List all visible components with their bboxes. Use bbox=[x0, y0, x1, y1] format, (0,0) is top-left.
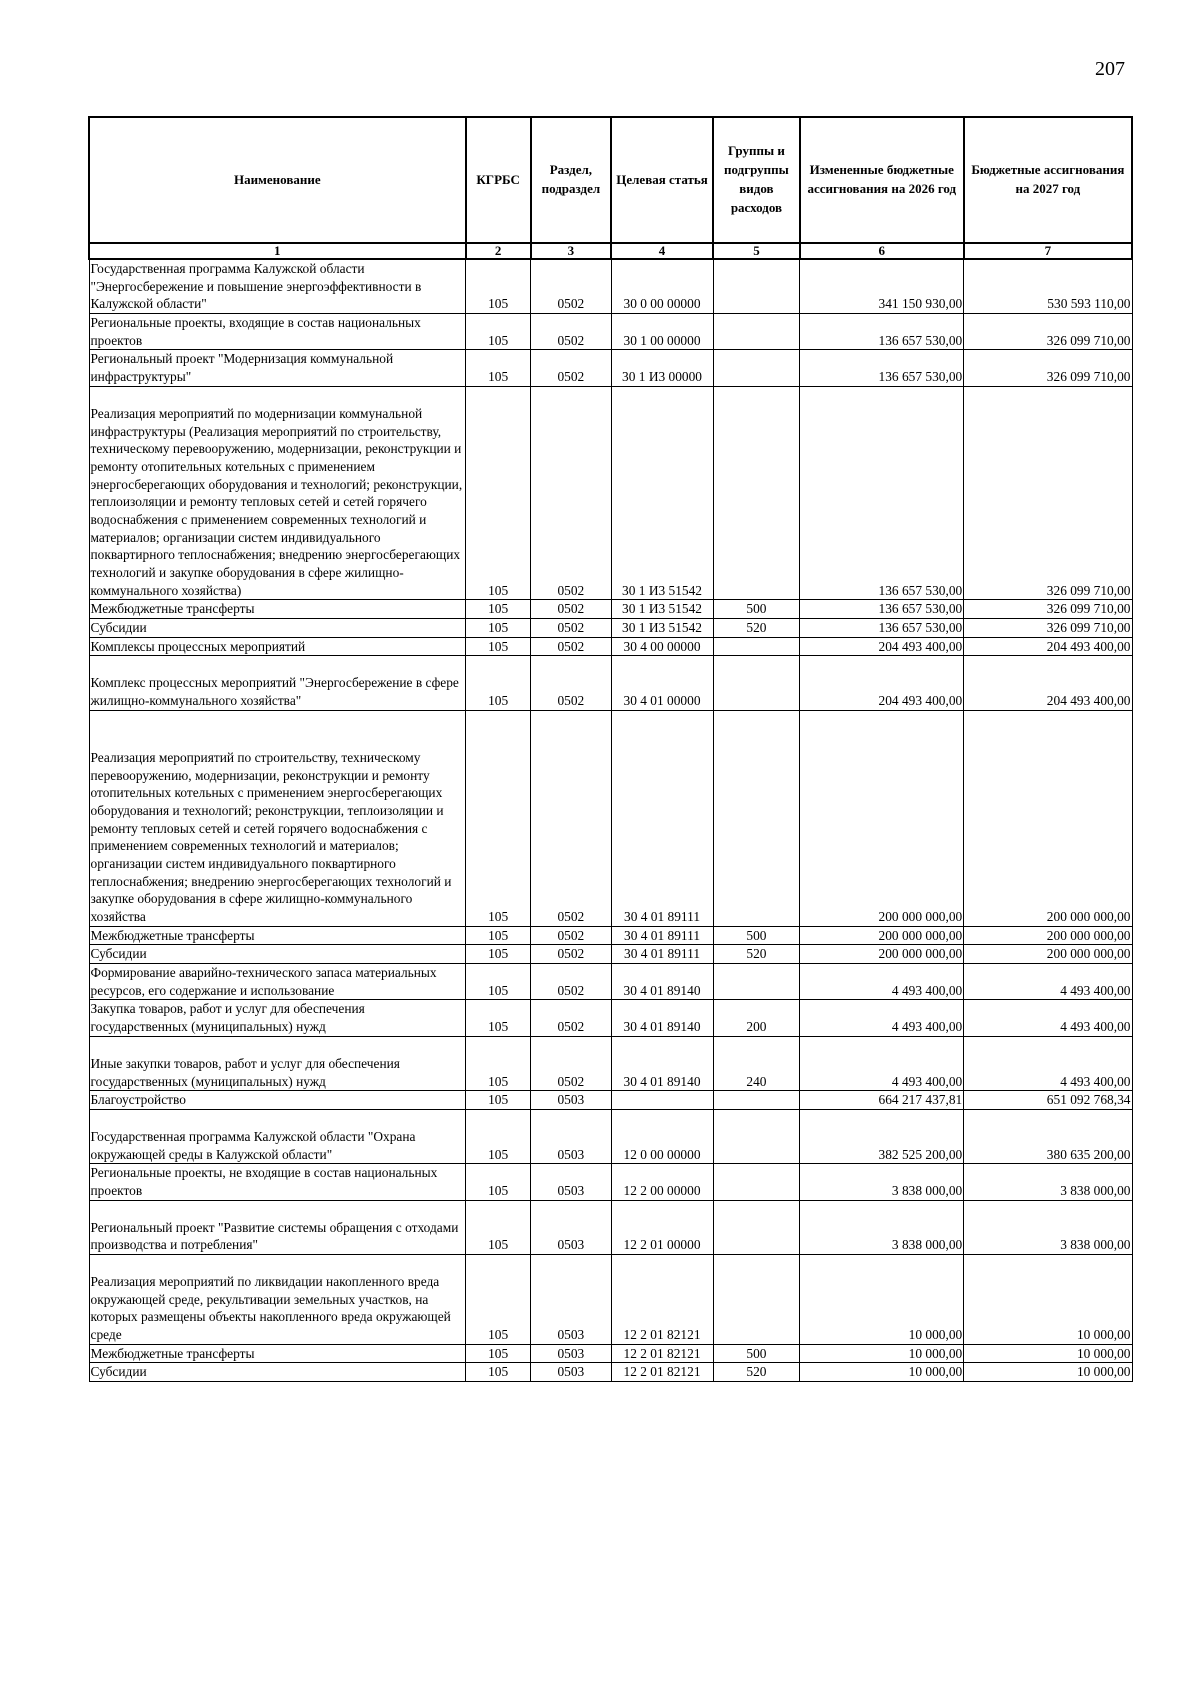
row-name: Комплексы процессных мероприятий bbox=[89, 637, 466, 656]
row-article: 12 2 01 00000 bbox=[611, 1200, 713, 1254]
column-number: 4 bbox=[611, 243, 713, 259]
row-name: Формирование аварийно-технического запаса материальных ресурсов, его содержание и использование bbox=[89, 964, 466, 1000]
page-number: 207 bbox=[1095, 58, 1125, 80]
header-amount-2026: Измененные бюджетные ассигнования на 2026 год bbox=[800, 117, 964, 243]
row-article: 12 2 01 82121 bbox=[611, 1344, 713, 1363]
table-row bbox=[89, 619, 1132, 638]
row-amount-2027: 200 000 000,00 bbox=[964, 945, 1132, 964]
row-article: 30 4 00 00000 bbox=[611, 637, 713, 656]
row-amount-2027: 204 493 400,00 bbox=[964, 656, 1132, 710]
row-kgrbs: 105 bbox=[466, 1255, 531, 1345]
row-group: 520 bbox=[713, 1363, 800, 1382]
table-row bbox=[89, 1109, 1132, 1163]
row-article: 30 4 01 89140 bbox=[611, 964, 713, 1000]
row-name: Комплекс процессных мероприятий "Энергосбережение в сфере жилищно-коммунального хозяйства" bbox=[89, 656, 466, 710]
table-row bbox=[89, 350, 1132, 386]
row-name: Реализация мероприятий по строительству, техническому перевооружению, модернизации, реконструкции и ремонту отопительных котельных с применением энергосберегающих оборудования и технологий; реконструкции, теплоизоляции и ремонту тепловых сетей и сетей горячего водоснабжения с применением современных технологий и материалов; организации систем индивидуального поквартирного теплоснабжения; внедрению энергосберегающих технологий и закупке оборудования в сфере жилищно-коммунального хозяйства bbox=[89, 710, 466, 926]
row-section: 0502 bbox=[531, 926, 611, 945]
row-group bbox=[713, 1091, 800, 1110]
header-kgrbs: КГРБС bbox=[466, 117, 531, 243]
row-kgrbs: 105 bbox=[466, 386, 531, 600]
table-row bbox=[89, 1363, 1132, 1382]
row-amount-2026: 136 657 530,00 bbox=[800, 600, 964, 619]
row-section: 0502 bbox=[531, 350, 611, 386]
budget-table bbox=[88, 116, 1133, 1382]
row-section: 0502 bbox=[531, 656, 611, 710]
header-row bbox=[89, 117, 1132, 243]
table-row bbox=[89, 1200, 1132, 1254]
row-article: 12 2 00 00000 bbox=[611, 1164, 713, 1200]
row-section: 0503 bbox=[531, 1363, 611, 1382]
row-group bbox=[713, 1200, 800, 1254]
row-amount-2026: 4 493 400,00 bbox=[800, 1036, 964, 1090]
row-amount-2027: 204 493 400,00 bbox=[964, 637, 1132, 656]
row-amount-2027: 326 099 710,00 bbox=[964, 386, 1132, 600]
row-amount-2026: 204 493 400,00 bbox=[800, 637, 964, 656]
table-row bbox=[89, 637, 1132, 656]
row-amount-2027: 530 593 110,00 bbox=[964, 259, 1132, 314]
row-group: 240 bbox=[713, 1036, 800, 1090]
row-kgrbs: 105 bbox=[466, 637, 531, 656]
row-group bbox=[713, 1255, 800, 1345]
row-name: Межбюджетные трансферты bbox=[89, 1344, 466, 1363]
row-section: 0503 bbox=[531, 1091, 611, 1110]
row-group bbox=[713, 386, 800, 600]
row-article: 30 4 01 89140 bbox=[611, 1000, 713, 1036]
row-kgrbs: 105 bbox=[466, 1200, 531, 1254]
row-section: 0502 bbox=[531, 600, 611, 619]
table-row bbox=[89, 710, 1132, 926]
row-amount-2027: 200 000 000,00 bbox=[964, 710, 1132, 926]
table-row bbox=[89, 964, 1132, 1000]
row-section: 0503 bbox=[531, 1200, 611, 1254]
row-amount-2027: 10 000,00 bbox=[964, 1344, 1132, 1363]
table-row bbox=[89, 1344, 1132, 1363]
header-group: Группы и подгруппы видов расходов bbox=[713, 117, 800, 243]
row-name: Закупка товаров, работ и услуг для обеспечения государственных (муниципальных) нужд bbox=[89, 1000, 466, 1036]
row-amount-2026: 200 000 000,00 bbox=[800, 945, 964, 964]
row-amount-2027: 380 635 200,00 bbox=[964, 1109, 1132, 1163]
header-amount-2027: Бюджетные ассигнования на 2027 год bbox=[964, 117, 1132, 243]
row-amount-2027: 10 000,00 bbox=[964, 1255, 1132, 1345]
row-kgrbs: 105 bbox=[466, 656, 531, 710]
row-article: 12 2 01 82121 bbox=[611, 1255, 713, 1345]
table-row bbox=[89, 1000, 1132, 1036]
row-section: 0502 bbox=[531, 386, 611, 600]
row-name: Реализация мероприятий по ликвидации накопленного вреда окружающей среде, рекультивации земельных участков, на которых размещены объекты накопленного вреда окружающей среде bbox=[89, 1255, 466, 1345]
row-amount-2027: 326 099 710,00 bbox=[964, 350, 1132, 386]
table-row bbox=[89, 386, 1132, 600]
table-row bbox=[89, 1091, 1132, 1110]
table-row bbox=[89, 926, 1132, 945]
row-group bbox=[713, 259, 800, 314]
column-number: 2 bbox=[466, 243, 531, 259]
row-amount-2027: 651 092 768,34 bbox=[964, 1091, 1132, 1110]
column-number: 7 bbox=[964, 243, 1132, 259]
row-amount-2027: 4 493 400,00 bbox=[964, 964, 1132, 1000]
row-group bbox=[713, 350, 800, 386]
row-article: 30 1 И3 00000 bbox=[611, 350, 713, 386]
table-row bbox=[89, 314, 1132, 350]
table-row bbox=[89, 1255, 1132, 1345]
row-kgrbs: 105 bbox=[466, 964, 531, 1000]
column-number: 5 bbox=[713, 243, 800, 259]
row-name: Региональные проекты, не входящие в состав национальных проектов bbox=[89, 1164, 466, 1200]
row-name: Региональные проекты, входящие в состав национальных проектов bbox=[89, 314, 466, 350]
row-amount-2026: 382 525 200,00 bbox=[800, 1109, 964, 1163]
row-kgrbs: 105 bbox=[466, 1109, 531, 1163]
row-section: 0502 bbox=[531, 259, 611, 314]
row-section: 0502 bbox=[531, 964, 611, 1000]
row-article: 30 1 И3 51542 bbox=[611, 619, 713, 638]
row-amount-2027: 4 493 400,00 bbox=[964, 1000, 1132, 1036]
row-group: 200 bbox=[713, 1000, 800, 1036]
row-kgrbs: 105 bbox=[466, 1363, 531, 1382]
row-group: 500 bbox=[713, 600, 800, 619]
row-amount-2026: 200 000 000,00 bbox=[800, 710, 964, 926]
row-amount-2027: 3 838 000,00 bbox=[964, 1164, 1132, 1200]
row-name: Реализация мероприятий по модернизации коммунальной инфраструктуры (Реализация мероприятий по строительству, техническому перевооружению, модернизации, реконструкции и ремонту отопительных котельных с применением энергосберегающих оборудования и технологий; реконструкции, теплоизоляции и ремонту тепловых сетей и сетей горячего водоснабжения с применением современных технологий и материалов; организации систем индивидуального поквартирного теплоснабжения; внедрению энергосберегающих технологий и закупке оборудования в сфере жилищно-коммунального хозяйства) bbox=[89, 386, 466, 600]
row-kgrbs: 105 bbox=[466, 619, 531, 638]
row-name: Региональный проект "Развитие системы обращения с отходами производства и потребления" bbox=[89, 1200, 466, 1254]
row-name: Государственная программа Калужской области "Охрана окружающей среды в Калужской области" bbox=[89, 1109, 466, 1163]
header-article: Целевая статья bbox=[611, 117, 713, 243]
row-amount-2027: 326 099 710,00 bbox=[964, 314, 1132, 350]
row-article bbox=[611, 1091, 713, 1110]
row-amount-2027: 10 000,00 bbox=[964, 1363, 1132, 1382]
row-amount-2027: 4 493 400,00 bbox=[964, 1036, 1132, 1090]
row-section: 0503 bbox=[531, 1255, 611, 1345]
row-group bbox=[713, 314, 800, 350]
header-name: Наименование bbox=[89, 117, 466, 243]
row-section: 0502 bbox=[531, 1036, 611, 1090]
row-amount-2026: 136 657 530,00 bbox=[800, 350, 964, 386]
row-amount-2027: 326 099 710,00 bbox=[964, 600, 1132, 619]
row-kgrbs: 105 bbox=[466, 600, 531, 619]
row-section: 0502 bbox=[531, 314, 611, 350]
row-group bbox=[713, 1109, 800, 1163]
row-amount-2026: 10 000,00 bbox=[800, 1363, 964, 1382]
row-section: 0502 bbox=[531, 1000, 611, 1036]
row-name: Благоустройство bbox=[89, 1091, 466, 1110]
table-row bbox=[89, 259, 1132, 314]
row-kgrbs: 105 bbox=[466, 1000, 531, 1036]
row-name: Иные закупки товаров, работ и услуг для обеспечения государственных (муниципальных) нужд bbox=[89, 1036, 466, 1090]
row-name: Субсидии bbox=[89, 1363, 466, 1382]
row-kgrbs: 105 bbox=[466, 350, 531, 386]
row-section: 0503 bbox=[531, 1344, 611, 1363]
table-row bbox=[89, 945, 1132, 964]
row-name: Межбюджетные трансферты bbox=[89, 600, 466, 619]
row-kgrbs: 105 bbox=[466, 945, 531, 964]
row-article: 30 1 И3 51542 bbox=[611, 600, 713, 619]
row-name: Государственная программа Калужской области "Энергосбережение и повышение энергоэффективности в Калужской области" bbox=[89, 259, 466, 314]
row-article: 30 0 00 00000 bbox=[611, 259, 713, 314]
table-row bbox=[89, 600, 1132, 619]
row-group bbox=[713, 656, 800, 710]
row-kgrbs: 105 bbox=[466, 1164, 531, 1200]
table-row bbox=[89, 1164, 1132, 1200]
row-article: 30 4 01 89111 bbox=[611, 945, 713, 964]
row-section: 0503 bbox=[531, 1164, 611, 1200]
row-kgrbs: 105 bbox=[466, 314, 531, 350]
row-kgrbs: 105 bbox=[466, 710, 531, 926]
row-amount-2026: 200 000 000,00 bbox=[800, 926, 964, 945]
row-kgrbs: 105 bbox=[466, 259, 531, 314]
row-amount-2026: 4 493 400,00 bbox=[800, 1000, 964, 1036]
row-article: 12 0 00 00000 bbox=[611, 1109, 713, 1163]
row-section: 0502 bbox=[531, 619, 611, 638]
table-row bbox=[89, 1036, 1132, 1090]
row-name: Субсидии bbox=[89, 619, 466, 638]
row-article: 30 4 01 89111 bbox=[611, 710, 713, 926]
row-section: 0503 bbox=[531, 1109, 611, 1163]
row-article: 12 2 01 82121 bbox=[611, 1363, 713, 1382]
row-kgrbs: 105 bbox=[466, 1036, 531, 1090]
table-row bbox=[89, 656, 1132, 710]
row-amount-2027: 200 000 000,00 bbox=[964, 926, 1132, 945]
row-name: Межбюджетные трансферты bbox=[89, 926, 466, 945]
row-amount-2026: 10 000,00 bbox=[800, 1344, 964, 1363]
row-group: 520 bbox=[713, 619, 800, 638]
row-kgrbs: 105 bbox=[466, 1344, 531, 1363]
row-amount-2026: 3 838 000,00 bbox=[800, 1164, 964, 1200]
row-amount-2026: 136 657 530,00 bbox=[800, 619, 964, 638]
row-amount-2026: 10 000,00 bbox=[800, 1255, 964, 1345]
row-article: 30 4 01 89111 bbox=[611, 926, 713, 945]
column-number: 3 bbox=[531, 243, 611, 259]
row-amount-2026: 204 493 400,00 bbox=[800, 656, 964, 710]
row-name: Субсидии bbox=[89, 945, 466, 964]
row-group bbox=[713, 710, 800, 926]
row-kgrbs: 105 bbox=[466, 926, 531, 945]
row-group: 500 bbox=[713, 926, 800, 945]
row-amount-2027: 326 099 710,00 bbox=[964, 619, 1132, 638]
row-section: 0502 bbox=[531, 945, 611, 964]
row-article: 30 1 И3 51542 bbox=[611, 386, 713, 600]
row-group bbox=[713, 1164, 800, 1200]
row-amount-2026: 3 838 000,00 bbox=[800, 1200, 964, 1254]
row-kgrbs: 105 bbox=[466, 1091, 531, 1110]
row-name: Региональный проект "Модернизация коммунальной инфраструктуры" bbox=[89, 350, 466, 386]
header-section: Раздел, подраздел bbox=[531, 117, 611, 243]
column-number: 6 bbox=[800, 243, 964, 259]
column-number-row bbox=[89, 243, 1132, 259]
row-group bbox=[713, 637, 800, 656]
row-article: 30 4 01 89140 bbox=[611, 1036, 713, 1090]
row-amount-2026: 664 217 437,81 bbox=[800, 1091, 964, 1110]
row-amount-2026: 136 657 530,00 bbox=[800, 386, 964, 600]
row-section: 0502 bbox=[531, 637, 611, 656]
row-article: 30 4 01 00000 bbox=[611, 656, 713, 710]
row-group: 520 bbox=[713, 945, 800, 964]
row-amount-2026: 4 493 400,00 bbox=[800, 964, 964, 1000]
row-amount-2027: 3 838 000,00 bbox=[964, 1200, 1132, 1254]
row-group: 500 bbox=[713, 1344, 800, 1363]
row-article: 30 1 00 00000 bbox=[611, 314, 713, 350]
column-number: 1 bbox=[89, 243, 466, 259]
row-amount-2026: 136 657 530,00 bbox=[800, 314, 964, 350]
row-group bbox=[713, 964, 800, 1000]
row-section: 0502 bbox=[531, 710, 611, 926]
row-amount-2026: 341 150 930,00 bbox=[800, 259, 964, 314]
